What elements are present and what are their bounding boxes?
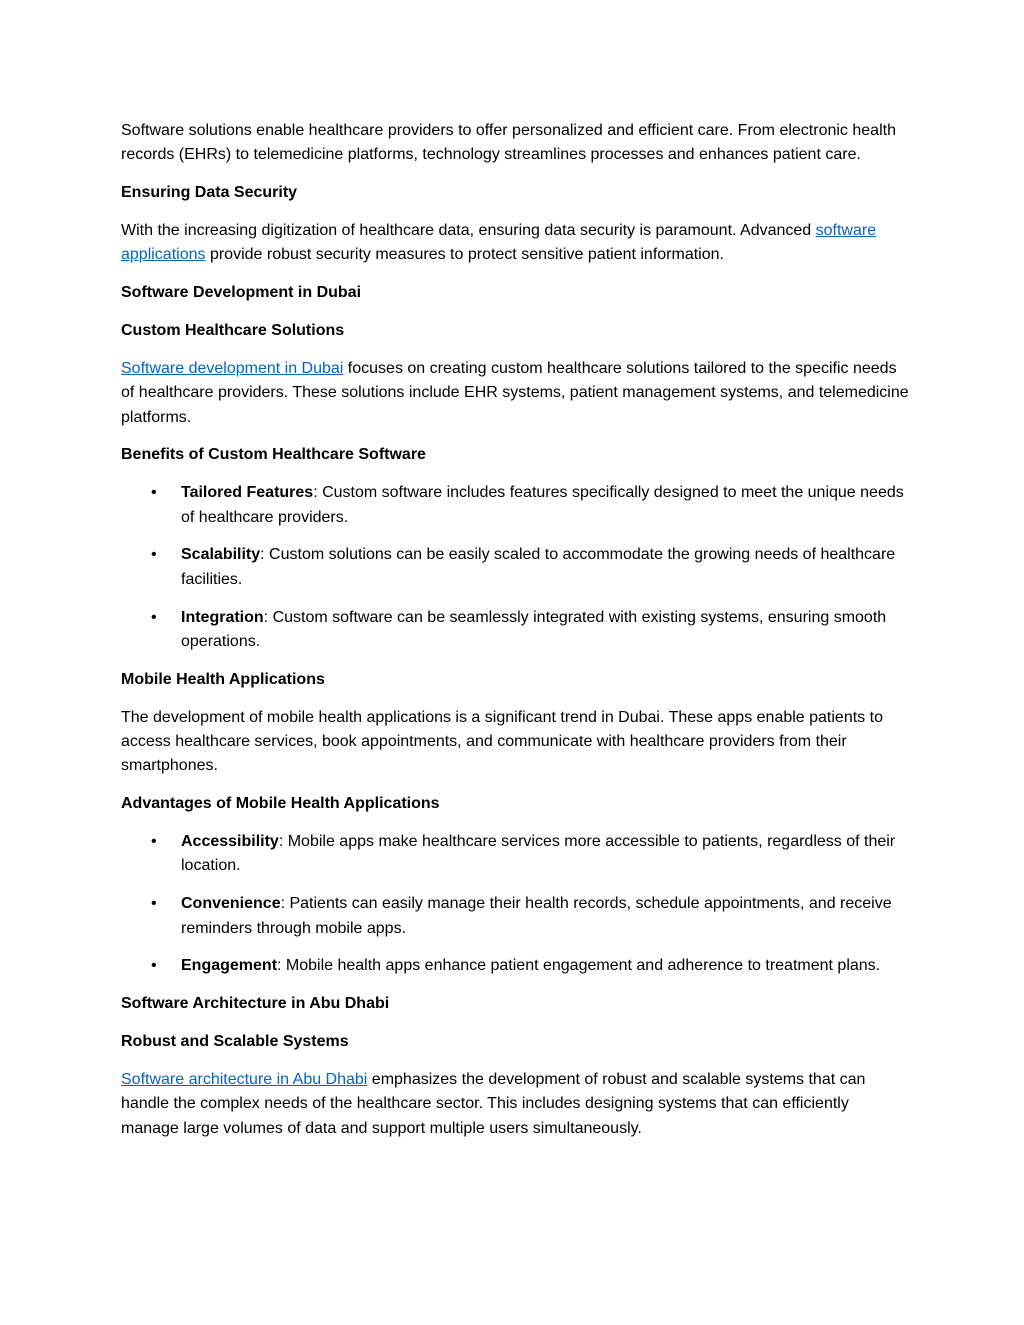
software-development-dubai-link[interactable]: Software development in Dubai xyxy=(121,359,344,377)
list-item-term: Tailored Features xyxy=(181,484,314,502)
list-item xyxy=(121,830,911,879)
bullet-icon: • xyxy=(151,546,157,564)
heading-software-architecture-abu-dhabi: Software Architecture in Abu Dhabi xyxy=(121,995,390,1013)
list-item-desc: : Mobile health apps enhance patient engagement and adherence to treatment plans. xyxy=(277,957,881,975)
benefits-list xyxy=(121,481,911,654)
dubai-paragraph xyxy=(121,357,911,430)
list-item-desc: : Patients can easily manage their health records, schedule appointments, and receive reminders through mobile apps. xyxy=(181,895,892,937)
data-security-text-before: With the increasing digitization of healthcare data, ensuring data security is paramount. Advanced xyxy=(121,222,816,239)
list-item xyxy=(121,606,911,655)
heading-software-development-dubai: Software Development in Dubai xyxy=(121,284,362,302)
list-item xyxy=(121,481,911,530)
list-item xyxy=(121,543,911,592)
list-item-desc: : Custom solutions can be easily scaled to accommodate the growing needs of healthcare facilities. xyxy=(181,546,896,588)
list-item xyxy=(121,892,911,941)
heading-robust-scalable-systems: Robust and Scalable Systems xyxy=(121,1033,349,1051)
bullet-icon: • xyxy=(151,833,157,851)
list-item-term: Accessibility xyxy=(181,833,279,851)
abu-dhabi-paragraph xyxy=(121,1068,911,1141)
heading-mobile-health: Mobile Health Applications xyxy=(121,670,325,688)
software-architecture-abu-dhabi-link[interactable]: Software architecture in Abu Dhabi xyxy=(121,1070,368,1088)
document-page xyxy=(121,119,911,1154)
heading-benefits: Benefits of Custom Healthcare Software xyxy=(121,446,426,464)
heading-custom-healthcare-solutions: Custom Healthcare Solutions xyxy=(121,322,345,339)
bullet-icon: • xyxy=(151,484,157,502)
bullet-icon: • xyxy=(151,608,157,626)
heading-data-security: Ensuring Data Security xyxy=(121,184,298,202)
list-item-term: Scalability xyxy=(181,546,261,564)
list-item-term: Integration xyxy=(181,608,264,626)
list-item-desc: : Mobile apps make healthcare services more accessible to patients, regardless of their location. xyxy=(181,833,896,875)
bullet-icon: • xyxy=(151,957,157,975)
heading-advantages: Advantages of Mobile Health Applications xyxy=(121,795,440,813)
list-item xyxy=(121,954,911,978)
dubai-text-after: focuses on creating custom healthcare solutions tailored to the specific needs of healthcare providers. These solutions include EHR systems, patient management systems, and telemedicine platforms. xyxy=(121,359,909,426)
abu-dhabi-text-after: emphasizes the development of robust and scalable systems that can handle the complex needs of the healthcare sector. This includes designing systems that can efficiently manage large volumes of data and support multiple users simultaneously. xyxy=(121,1070,866,1137)
data-security-paragraph xyxy=(121,219,911,268)
intro-paragraph: Software solutions enable healthcare providers to offer personalized and efficient care. From electronic health records (EHRs) to telemedicine platforms, technology streamlines processes and enhances patient care. xyxy=(121,122,896,164)
list-item-desc: : Custom software includes features specifically designed to meet the unique needs of healthcare providers. xyxy=(181,484,904,526)
data-security-text-after: provide robust security measures to protect sensitive patient information. xyxy=(205,246,724,264)
list-item-term: Engagement xyxy=(181,957,278,975)
bullet-icon: • xyxy=(151,895,157,913)
list-item-desc: : Custom software can be seamlessly integrated with existing systems, ensuring smooth operations. xyxy=(181,608,887,651)
advantages-list xyxy=(121,830,911,979)
list-item-term: Convenience xyxy=(181,895,281,913)
mobile-paragraph: The development of mobile health applications is a significant trend in Dubai. These apps enable patients to access healthcare services, book appointments, and communicate with healthcare providers from their smartphones. xyxy=(121,708,883,775)
software-applications-link[interactable]: software applications xyxy=(121,222,877,264)
